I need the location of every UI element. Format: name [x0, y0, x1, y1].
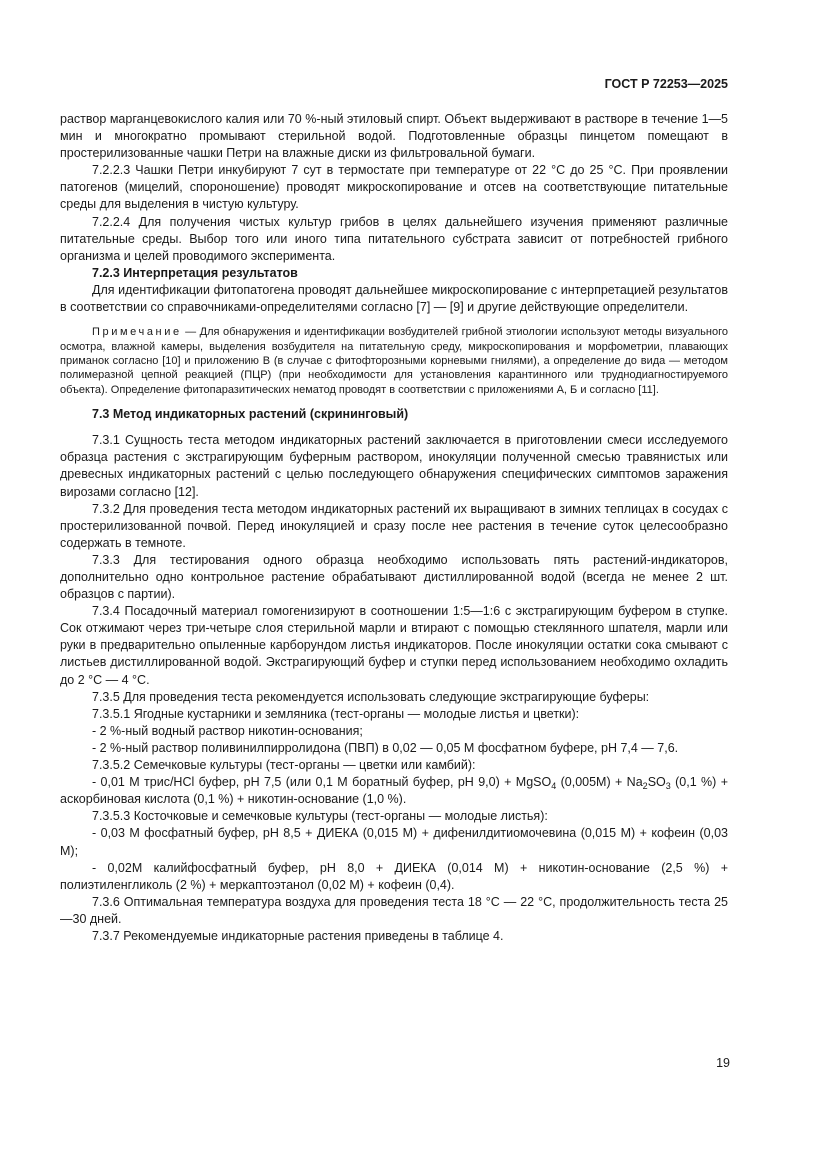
- section-heading-7-2-3: 7.2.3 Интерпретация результатов: [92, 265, 298, 280]
- list-item: - 0,03 М фосфатный буфер, pH 8,5 + ДИЕКА (0,015 М) + дифенилдитиомочевина (0,015 М) + кофеин (0,03 М);: [60, 826, 728, 858]
- note-label: Примечание: [92, 326, 182, 339]
- paragraph-7-3-6: 7.3.6 Оптимальная температура воздуха для проведения теста 18 °С — 22 °С, продолжительность теста 25—30 дней.: [60, 894, 728, 926]
- page-body: [60, 111, 728, 945]
- note-text: — Для обнаружения и идентификации возбудителей грибной этиологии используют методы визуального осмотра, влажной камеры, выделения возбудителя на питательную среду, микроскопирования и морфометрии, плавающих приманок согласно [10] и приложению В (в случае с фитофторозными корневыми гнилями), а определение до вида — методом полимеразной цепной реакцией (ПЦР) (при необходимости для установления карантинного или труднодиагностируемого объекта). Определение фитопаразитических нематод проводят в соответствии с приложениями А, Б и согласно [11].: [60, 326, 728, 396]
- document-header: ГОСТ Р 72253—2025: [604, 77, 728, 91]
- page-number: 19: [716, 1056, 730, 1070]
- list-item-formula: - 0,01 М трис/HCl буфер, pH 7,5 (или 0,1 М боратный буфер, pH 9,0) + MgSO$_4$ $(0,005М) + Na_2SO_3$ (0,1 %) + аскорбиновая кислота (0,1 %) + никотин-основание (1,0 %).: [60, 775, 729, 807]
- paragraph-7-3-3: 7.3.3 Для тестирования одного образца необходимо использовать пять растений-индикаторов, дополнительно одно контрольное растение обрабатывают дистиллированной водой (всегда не менее 2 шт. образцов с партии).: [60, 552, 728, 602]
- paragraph-7-3-5-2: 7.3.5.2 Семечковые культуры (тест-органы — цветки или камбий):: [92, 758, 476, 773]
- paragraph-7-2-2-3: 7.2.2.3 Чашки Петри инкубируют 7 сут в термостате при температуре от 22 °С до 25 °С. При проявлении патогенов (мицелий, спороношение) проводят микроскопирование и отсев на соответствующие питательные среды для выделения в чистую культуру.: [60, 163, 728, 212]
- paragraph-7-3-2: 7.3.2 Для проведения теста методом индикаторных растений их выращивают в зимних теплицах в сосудах с простерилизованной почвой. Перед инокуляцией и сразу после нее растения в течение суток целесообразно содержать в темноте.: [60, 501, 728, 550]
- paragraph-7-3-5: 7.3.5 Для проведения теста рекомендуется использовать следующие экстрагирующие буферы:: [92, 689, 650, 704]
- paragraph-7-3-5-1: 7.3.5.1 Ягодные кустарники и земляника (тест-органы — молодые листья и цветки):: [92, 706, 580, 721]
- paragraph-continuation: раствор марганцевокислого калия или 70 %-ный этиловый спирт. Объект выдерживают в растворе в течение 1—5 мин и многократно промывают стерильной водой. Подготовленные образцы пинцетом помещают в простерилизованные чашки Петри на влажные диски из фильтровальной бумаги.: [60, 112, 728, 161]
- list-item: - 2 %-ный раствор поливинилпирролидона (ПВП) в 0,02 — 0,05 М фосфатном буфере, рН 7,4 — 7,6.: [92, 740, 679, 755]
- note-paragraph: [60, 325, 728, 397]
- paragraph-7-2-2-4: 7.2.2.4 Для получения чистых культур грибов в целях дальнейшего изучения применяют различные питательные среды. Выбор того или иного типа питательного субстрата зависит от потребностей грибного организма и целей проводимого эксперимента.: [60, 214, 728, 263]
- paragraph-7-3-1: 7.3.1 Сущность теста методом индикаторных растений заключается в приготовлении смеси исследуемого образца растения с экстрагирующим буферным раствором, инокуляции полученной смесью травянистых или древесных индикаторных растений с целью последующего обнаружения специфических симптомов заражения вирозами согласно [12].: [60, 433, 728, 499]
- paragraph-7-3-5-3: 7.3.5.3 Косточковые и семечковые культуры (тест-органы — молодые листья):: [92, 809, 548, 824]
- section-heading-7-3: 7.3 Метод индикаторных растений (скрининговый): [92, 407, 409, 422]
- paragraph-7-3-7: 7.3.7 Рекомендуемые индикаторные растения приведены в таблице 4.: [92, 928, 504, 943]
- paragraph-7-3-4: 7.3.4 Посадочный материал гомогенизируют в соотношении 1:5—1:6 с экстрагирующим буфером в ступке. Сок отжимают через три-четыре слоя стерильной марли и втирают с помощью стеклянного шпателя, марли или руки в предварительно опыленные карборундом листья индикаторов. После инокуляции остатки сока смывают с листьев дистиллированной водой. Экстрагирующий буфер и ступки перед использованием необходимо охладить до 2 °С — 4 °С.: [60, 604, 728, 687]
- list-item: - 0,02М калийфосфатный буфер, pH 8,0 + ДИЕКА (0,014 М) + никотин-основание (2,5 %) + полиэтиленгликоль (2 %) + меркаптоэтанол (0,02 М) + кофеин (0,4).: [60, 860, 728, 892]
- list-item: - 2 %-ный водный раствор никотин-основания;: [92, 723, 363, 738]
- paragraph-interpretation: Для идентификации фитопатогена проводят дальнейшее микроскопирование с интерпретацией результатов в соответствии со справочниками-определителями согласно [7] — [9] и другие действующие определители.: [60, 282, 728, 315]
